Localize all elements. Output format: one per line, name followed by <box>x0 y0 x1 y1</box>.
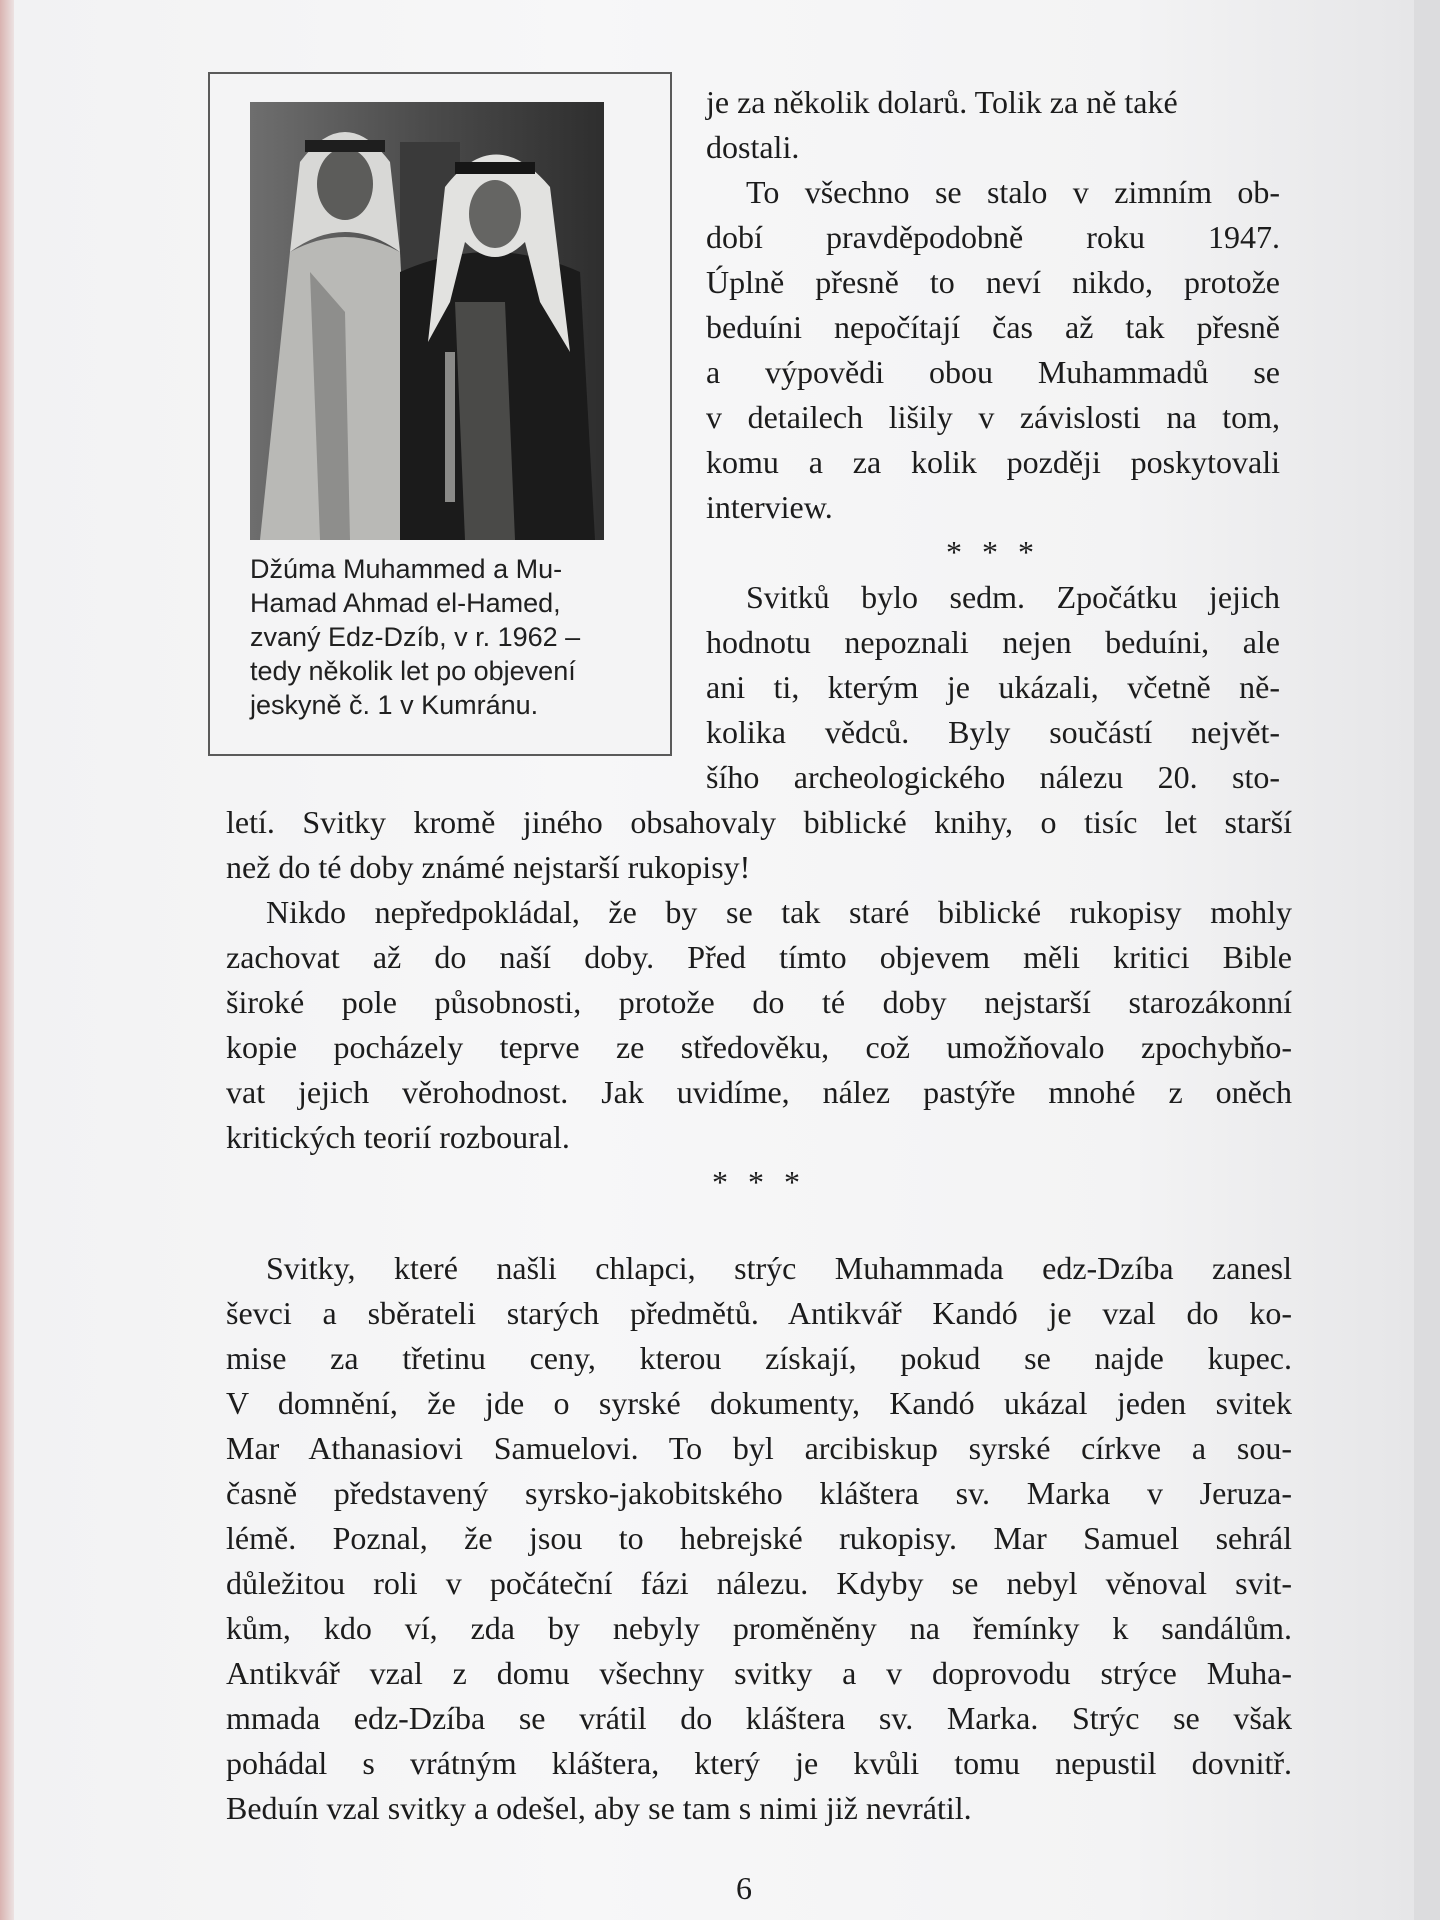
text-line: Beduín vzal svitky a odešel, aby se tam s nimi již nevrátil. <box>226 1790 972 1826</box>
text-line: časně představený syrsko-jakobitského kláštera sv. Marka v Jeruza- <box>226 1475 1292 1511</box>
text-line: a výpovědi obou Muhammadů se <box>706 354 1280 390</box>
text-line: dobí pravděpodobně roku 1947. <box>706 219 1280 255</box>
text-line: ševci a sběrateli starých předmětů. Antikvář Kandó je vzal do ko- <box>226 1295 1292 1331</box>
text-line: kolika vědců. Byly součástí největ- <box>706 714 1280 750</box>
photo-illustration <box>250 102 604 540</box>
text-line: vat jejich věrohodnost. Jak uvidíme, nález pastýře mnohé z oněch <box>226 1074 1292 1110</box>
book-page <box>14 0 1414 1920</box>
text-line: široké pole působnosti, protože do té doby nejstarší starozákonní <box>226 984 1292 1020</box>
text-line: než do té doby známé nejstarší rukopisy! <box>226 849 751 885</box>
text-line: dostali. <box>706 129 800 165</box>
page-number: 6 <box>736 1870 752 1906</box>
photograph-two-bedouins <box>250 102 604 540</box>
text-line: důležitou roli v počáteční fázi nálezu. Kdyby se nebyl věnoval svit- <box>226 1565 1292 1601</box>
caption-line: Hamad Ahmad el-Hamed, <box>250 588 561 618</box>
photo-figure <box>208 72 672 756</box>
text-line: ani ti, kterým je ukázali, včetně ně- <box>706 669 1280 705</box>
text-line: Svitků bylo sedm. Zpočátku jejich <box>746 579 1280 615</box>
text-line: zachovat až do naší doby. Před tímto objevem měli kritici Bible <box>226 939 1292 975</box>
text-line: šího archeologického nálezu 20. sto- <box>706 759 1280 795</box>
text-line: pohádal s vrátným kláštera, který je kvůli tomu nepustil dovnitř. <box>226 1745 1292 1781</box>
text-line: hodnotu nepoznali nejen beduíni, ale <box>706 624 1280 660</box>
text-line: interview. <box>706 489 833 525</box>
caption-line: tedy několik let po objevení <box>250 656 576 686</box>
text-line: beduíni nepočítají čas až tak přesně <box>706 309 1280 345</box>
section-separator: * * * <box>946 534 1040 570</box>
text-line: kopie pocházely teprve ze středověku, což umožňovalo zpochybňo- <box>226 1029 1292 1065</box>
text-line: v detailech lišily v závislosti na tom, <box>706 399 1280 435</box>
text-line: kritických teorií rozboural. <box>226 1119 570 1155</box>
text-block-second <box>226 1246 1292 1831</box>
section-separator: * * * <box>712 1164 806 1200</box>
text-line: letí. Svitky kromě jiného obsahovaly biblické knihy, o tisíc let starší <box>226 804 1292 840</box>
text-line: mmada edz-Dzíba se vrátil do kláštera sv. Marka. Strýc se však <box>226 1700 1292 1736</box>
text-line: kům, kdo ví, zda by nebyly proměněny na řemínky k sandálům. <box>226 1610 1292 1646</box>
text-line: Antikvář vzal z domu všechny svitky a v doprovodu strýce Muha- <box>226 1655 1292 1691</box>
text-line: Mar Athanasiovi Samuelovi. To byl arcibiskup syrské církve a sou- <box>226 1430 1292 1466</box>
text-line: komu a za kolik později poskytovali <box>706 444 1280 480</box>
text-line: V domnění, že jde o syrské dokumenty, Kandó ukázal jeden svitek <box>226 1385 1292 1421</box>
caption-line: zvaný Edz-Dzíb, v r. 1962 – <box>250 622 581 652</box>
text-line: je za několik dolarů. Tolik za ně také <box>706 84 1178 120</box>
text-column-right <box>706 80 1280 800</box>
text-line: Nikdo nepředpokládal, že by se tak staré biblické rukopisy mohly <box>266 894 1292 930</box>
text-block-full-width <box>226 800 1292 1205</box>
caption-line: jeskyně č. 1 v Kumránu. <box>250 690 539 720</box>
text-line: Svitky, které našli chlapci, strýc Muhammada edz-Dzíba zanesl <box>266 1250 1292 1286</box>
photo-caption <box>250 552 650 722</box>
text-line: To všechno se stalo v zimním ob- <box>746 174 1280 210</box>
caption-line: Džúma Muhammed a Mu- <box>250 554 563 584</box>
text-line: lémě. Poznal, že jsou to hebrejské rukopisy. Mar Samuel sehrál <box>226 1520 1292 1556</box>
text-line: Úplně přesně to neví nikdo, protože <box>706 264 1280 300</box>
text-line: mise za třetinu ceny, kterou získají, pokud se najde kupec. <box>226 1340 1292 1376</box>
